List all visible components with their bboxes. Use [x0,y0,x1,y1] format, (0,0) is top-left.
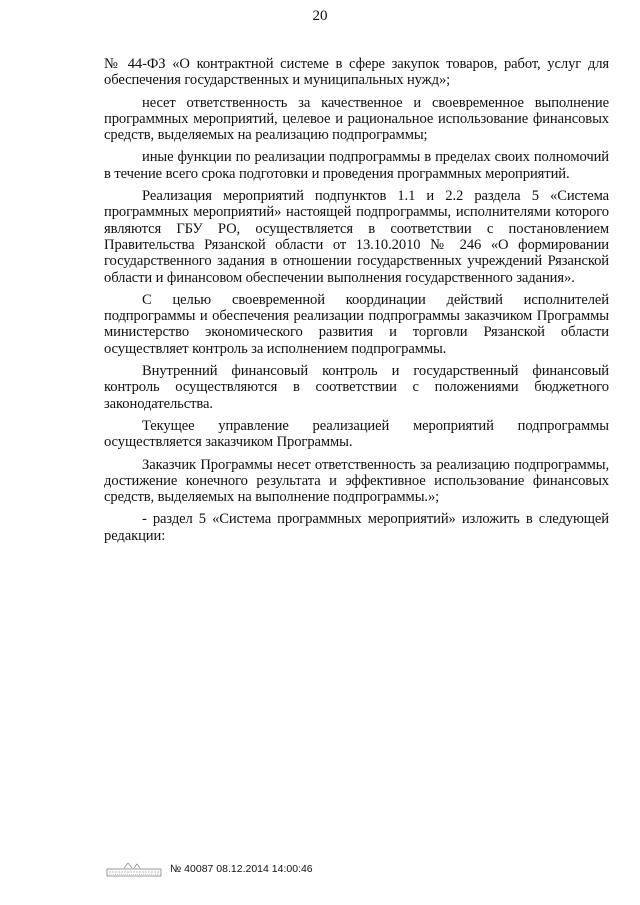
registration-record: № 40087 08.12.2014 14:00:46 [170,863,313,875]
paragraph-3: иные функции по реализации подпрограммы в пределах своих полномочий в течение всего срока подготовки и проведения программных мероприятий. [104,149,609,182]
registry-stamp-icon [106,860,162,878]
paragraph-1: № 44-ФЗ «О контрактной системе в сфере закупок товаров, работ, услуг для обеспечения государственных и муниципальных нужд»; [104,56,609,89]
paragraph-6: Внутренний финансовый контроль и государственный финансовый контроль осуществляются в соответствии с положениями бюджетного законодательства. [104,363,609,412]
footer [106,858,313,880]
paragraph-5: С целью своевременной координации действий исполнителей подпрограммы и обеспечения реализации подпрограммы заказчиком Программы министерство экономического развития и торговли Рязанской области осуществляет контроль за исполнением подпрограммы. [104,291,609,357]
paragraph-2: несет ответственность за качественное и своевременное выполнение программных мероприятий, целевое и рациональное использование финансовых средств, выделяемых на реализацию подпрограммы; [104,94,609,144]
paragraph-7: Текущее управление реализацией мероприятий подпрограммы осуществляется заказчиком Программы. [104,417,609,451]
paragraph-8: Заказчик Программы несет ответственность за реализацию подпрограммы, достижение конечного результата и эффективное использование финансовых средств, выделяемых на выполнение подпрограммы.»; [104,456,609,506]
paragraph-4: Реализация мероприятий подпунктов 1.1 и 2.2 раздела 5 «Система программных мероприятий» настоящей подпрограммы, исполнителями которого являются ГБУ РО, осуществляется в соответствии с постановлением Правительства Рязанской области от 13.10.2010 № 246 «О формировании государственного задания в отношении государственных учреждений Рязанской области и финансовом обеспечении выполнения государственного задания». [104,188,609,286]
page-number: 20 [312,8,328,24]
paragraph-9: - раздел 5 «Система программных мероприятий» изложить в следующей редакции: [104,511,609,544]
body-text [104,56,609,550]
